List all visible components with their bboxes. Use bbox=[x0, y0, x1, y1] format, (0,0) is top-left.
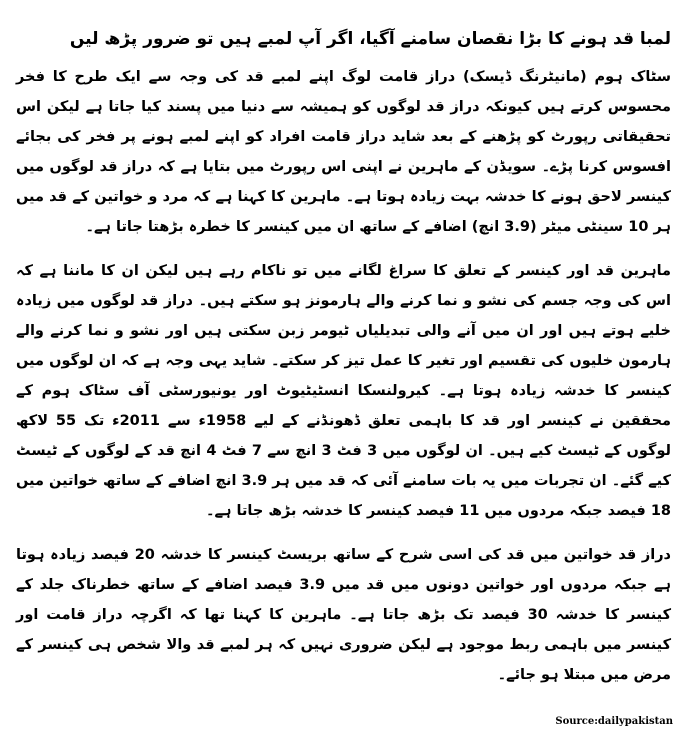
article-paragraph-1: سٹاک ہوم (مانیٹرنگ ڈیسک) دراز قامت لوگ اپنے لمبے قد کی وجہ سے ایک طرح کا فخر محسوس کرتے ہیں کیونکہ دراز قد لوگوں کو ہمیشہ سے دنیا میں پسند کیا جاتا ہے لیکن اس تحقیقاتی رپورٹ کو پڑھنے کے بعد شاید دراز قامت افراد کو اپنے لمبے ہونے پر فخر کی بجائے افسوس کرنا پڑے۔ سویڈن کے ماہرین نے اپنی اس رپورٹ میں بتایا ہے کہ دراز قد لوگوں میں کینسر لاحق ہونے کا خدشہ بہت زیادہ ہوتا ہے۔ ماہرین کا کہنا ہے کہ مرد و خواتین کے قد میں ہر 10 سینٹی میٹر (3.9 انچ) اضافے کے ساتھ ان میں کینسر کا خطرہ بڑھتا جاتا ہے۔ bbox=[16, 69, 671, 235]
source-credit: Source:dailypakistan bbox=[555, 716, 673, 727]
article-paragraph-2: ماہرین قد اور کینسر کے تعلق کا سراغ لگانے میں تو ناکام رہے ہیں لیکن ان کا ماننا ہے کہ اس کی وجہ جسم کی نشو و نما کرنے والے ہارمونز ہو سکتے ہیں۔ دراز قد لوگوں میں زیادہ خلیے ہوتے ہیں اور ان میں آنے والی تبدیلیاں ٹیومر زبن سکتی ہیں اور نشو و نما کرنے والے ہارمون خلیوں کی تقسیم اور تغیر کا عمل تیز کر سکتے۔ شاید یہی وجہ ہے کہ ان لوگوں میں کینسر کا خدشہ زیادہ ہوتا ہے۔ کیرولنسکا انسٹیٹیوٹ اور یونیورسٹی آف سٹاک ہوم کے محققین نے کینسر اور قد کا باہمی تعلق ڈھونڈنے کے لیے 1958ء سے 2011ء تک 55 لاکھ لوگوں کے ٹیسٹ کیے ہیں۔ ان لوگوں میں 3 فٹ 3 انچ سے 7 فٹ 4 انچ قد کے لوگوں کے ٹیسٹ کیے گئے۔ ان تجربات میں یہ بات سامنے آئی کہ قد میں ہر 3.9 انچ اضافے کے ساتھ خواتین میں 18 فیصد جبکہ مردوں میں 11 فیصد کینسر کا خدشہ بڑھ جاتا ہے۔ bbox=[16, 263, 671, 519]
article-body bbox=[16, 0, 671, 704]
article-paragraph-3: دراز قد خواتین میں قد کی اسی شرح کے ساتھ بریسٹ کینسر کا خدشہ 20 فیصد زیادہ ہوتا ہے جبکہ مردوں اور خواتین دونوں میں قد میں 3.9 فیصد اضافے کے ساتھ خطرناک جلد کے کینسر کا خدشہ 30 فیصد تک بڑھ جاتا ہے۔ ماہرین کا کہنا تھا کہ اگرچہ دراز قامت اور کینسر میں باہمی ربط موجود ہے لیکن ضروری نہیں کہ ہر لمبے قد والا شخص ہی کینسر کے مرض میں مبتلا ہو جائے۔ bbox=[16, 547, 671, 683]
article-headline: لمبا قد ہونے کا بڑا نقصان سامنے آگیا، اگر آپ لمبے ہیں تو ضرور پڑھ لیں bbox=[69, 29, 671, 49]
